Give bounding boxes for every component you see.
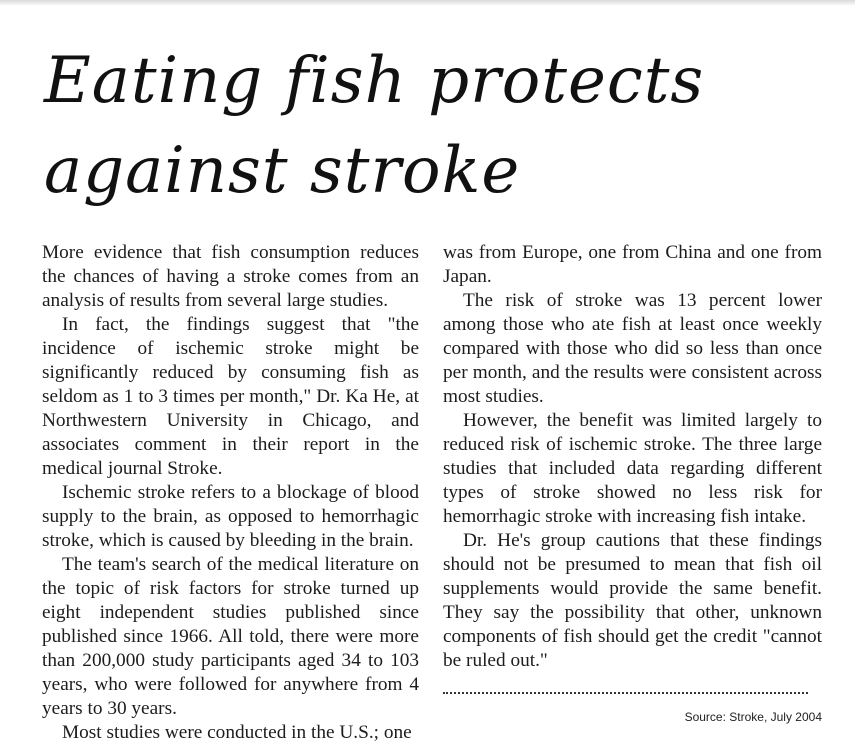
paragraph-6: The risk of stroke was 13 percent lower among those who ate fish at least once weekly compared with those who did so less than once per month, and the results were consistent across most studies.	[443, 290, 822, 407]
paragraph-5-start: Most studies were conducted in the U.S.; one	[62, 722, 412, 743]
paragraph-8: Dr. He's group cautions that these findings should not be presumed to mean that fish oil supplements would provide the same benefit. They say the possibility that other, unknown components of fish should get the credit "cannot be ruled out."	[443, 530, 822, 671]
source-credit: Source: Stroke, July 2004	[684, 710, 822, 724]
paragraph-2: In fact, the findings suggest that "the incidence of ischemic stroke might be significantly reduced by consuming fish as seldom as 1 to 3 times per month," Dr. Ka He, at Northwestern University in Chicago, and associates comment in their report in the medical journal Stroke.	[42, 314, 419, 479]
paragraph-4: The team's search of the medical literature on the topic of risk factors for stroke turned up eight independent studies published since published since 1966. All told, there were more than 200,000 study participants aged 34 to 103 years, who were followed for anywhere from 4 years to 30 years.	[42, 554, 419, 719]
dotted-divider	[443, 692, 808, 694]
paragraph-1: More evidence that fish consumption reduces the chances of having a stroke comes from an analysis of results from several large studies.	[42, 242, 419, 311]
article-column-left	[42, 241, 419, 745]
paragraph-7: However, the benefit was limited largely to reduced risk of ischemic stroke. The three large studies that included data regarding different types of stroke showed no less risk for hemorrhagic stroke with increasing fish intake.	[443, 410, 822, 527]
article-column-right	[443, 241, 822, 673]
paragraph-5-continued: was from Europe, one from China and one from Japan.	[443, 242, 822, 287]
headline: Eating fish protects against stroke	[44, 44, 705, 208]
paragraph-3: Ischemic stroke refers to a blockage of blood supply to the brain, as opposed to hemorrhagic stroke, which is caused by bleeding in the brain.	[42, 482, 419, 551]
top-rule	[0, 0, 855, 6]
